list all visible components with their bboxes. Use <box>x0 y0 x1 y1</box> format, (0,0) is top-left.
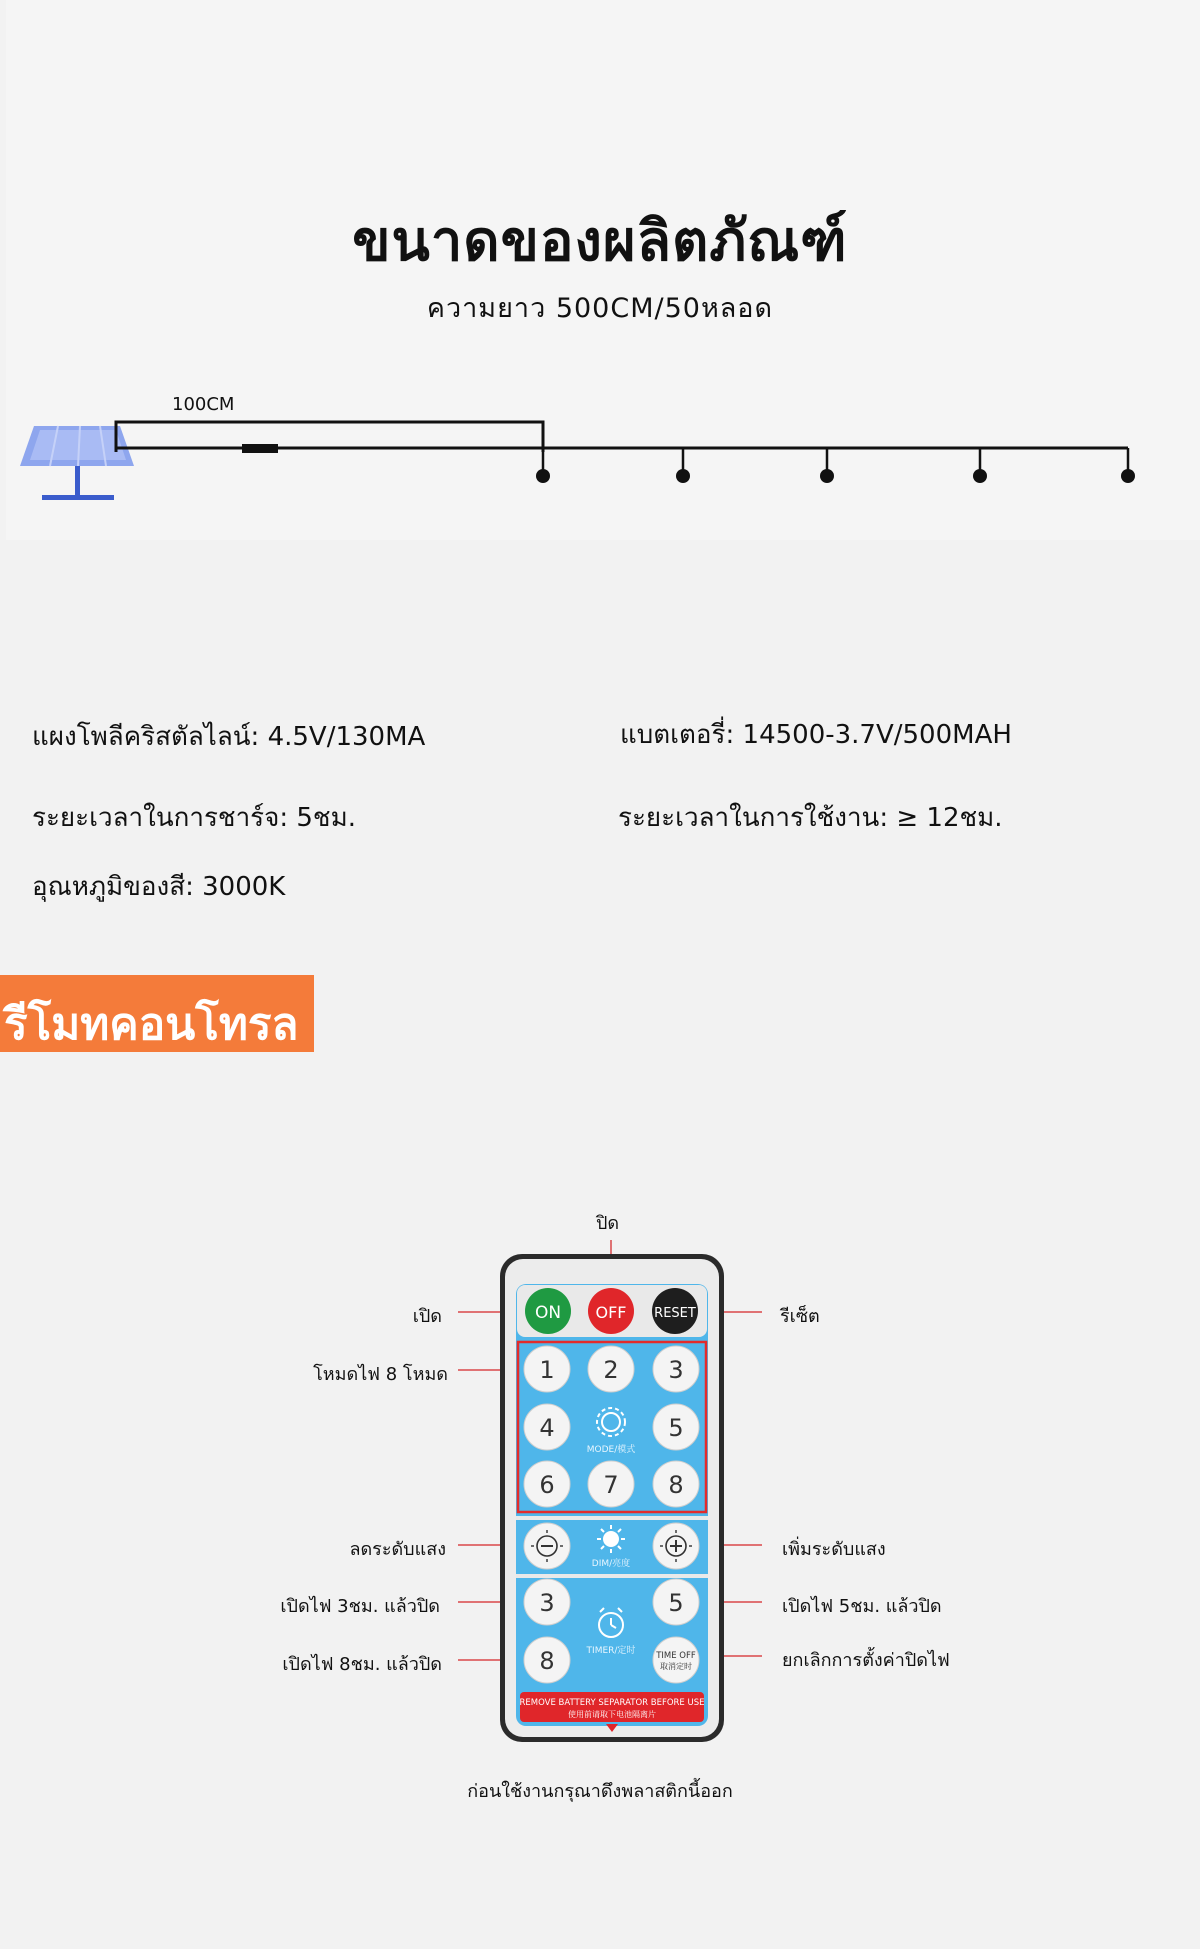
timer-5h-button[interactable] <box>653 1579 699 1625</box>
callout-dim-up: เพิ่มระดับแสง <box>782 1539 886 1560</box>
svg-text:6: 6 <box>539 1471 555 1499</box>
svg-text:使用前请取下电池隔离片: 使用前请取下电池隔离片 <box>568 1710 656 1719</box>
reset-button[interactable] <box>652 1288 698 1334</box>
spec-battery: แบตเตอรี่: 14500-3.7V/500MAH <box>620 720 1012 750</box>
svg-text:ON: ON <box>534 1303 562 1323</box>
svg-text:1: 1 <box>539 1356 555 1384</box>
mode-button-6[interactable] <box>524 1461 570 1507</box>
mode-button-2[interactable] <box>588 1346 634 1392</box>
svg-text:7: 7 <box>603 1471 619 1499</box>
callout-cancel: ยกเลิกการตั้งค่าปิดไฟ <box>782 1650 950 1671</box>
cable-length-label: 100CM <box>172 394 235 415</box>
dim-up-button[interactable] <box>653 1523 699 1569</box>
spec-charge-time: ระยะเวลาในการชาร์จ: 5ชม. <box>32 803 356 833</box>
mode-button-1[interactable] <box>524 1346 570 1392</box>
svg-text:5: 5 <box>668 1589 684 1617</box>
spec-panel: แผงโพลีคริสตัลไลน์: 4.5V/130MA <box>32 722 426 752</box>
dim-label: DIM/亮度 <box>591 1559 631 1569</box>
spec-use-time: ระยะเวลาในการใช้งาน: ≥ 12ชม. <box>618 803 1003 833</box>
svg-text:3: 3 <box>668 1356 684 1384</box>
bulb-markers <box>536 448 1135 483</box>
svg-text:取消定时: 取消定时 <box>660 1662 692 1671</box>
mode-button-8[interactable] <box>653 1461 699 1507</box>
remote-diagram <box>0 1240 1200 1760</box>
dim-down-button[interactable] <box>524 1523 570 1569</box>
remote-section-title: รีโมทคอนโทรล <box>4 999 299 1050</box>
mode-button-3[interactable] <box>653 1346 699 1392</box>
svg-text:5: 5 <box>668 1414 684 1442</box>
timer-3h-button[interactable] <box>524 1579 570 1625</box>
callout-off: ปิด <box>596 1213 620 1234</box>
callout-dim-down: ลดระดับแสง <box>349 1539 446 1560</box>
svg-text:RESET: RESET <box>654 1306 696 1321</box>
timer-label: TIMER/定时 <box>586 1646 636 1656</box>
off-button[interactable] <box>588 1288 634 1334</box>
callout-timer5: เปิดไฟ 5ชม. แล้วปิด <box>782 1596 942 1617</box>
length-subtitle: ความยาว 500CM/50หลอด <box>426 293 774 324</box>
page-title: ขนาดของผลิตภัณฑ์ <box>352 209 848 274</box>
callout-timer8: เปิดไฟ 8ชม. แล้วปิด <box>282 1654 442 1675</box>
callout-reset: รีเซ็ต <box>780 1306 820 1327</box>
svg-text:3: 3 <box>539 1589 555 1617</box>
svg-text:TIME OFF: TIME OFF <box>656 1651 696 1661</box>
svg-text:OFF: OFF <box>595 1303 627 1322</box>
cable-connector <box>242 444 278 453</box>
callout-modes: โหมดไฟ 8 โหมด <box>313 1364 448 1385</box>
svg-text:4: 4 <box>539 1414 555 1442</box>
callout-timer3: เปิดไฟ 3ชม. แล้วปิด <box>280 1596 440 1617</box>
mode-button-7[interactable] <box>588 1461 634 1507</box>
separator-note: ก่อนใช้งานกรุณาดึงพลาสติกนี้ออก <box>467 1781 733 1802</box>
svg-text:REMOVE BATTERY SEPARATOR BEFOR: REMOVE BATTERY SEPARATOR BEFORE USE <box>519 1698 705 1708</box>
timer-8h-button[interactable] <box>524 1637 570 1683</box>
spec-color-temp: อุณหภูมิของสี: 3000K <box>32 872 286 902</box>
svg-text:8: 8 <box>668 1471 684 1499</box>
svg-text:8: 8 <box>539 1647 555 1675</box>
time-off-button[interactable] <box>653 1637 699 1683</box>
mode-label: MODE/模式 <box>586 1445 636 1455</box>
callout-on: เปิด <box>412 1306 442 1327</box>
on-button[interactable] <box>525 1288 571 1334</box>
mode-button-5[interactable] <box>653 1404 699 1450</box>
svg-text:2: 2 <box>603 1356 619 1384</box>
mode-button-4[interactable] <box>524 1404 570 1450</box>
